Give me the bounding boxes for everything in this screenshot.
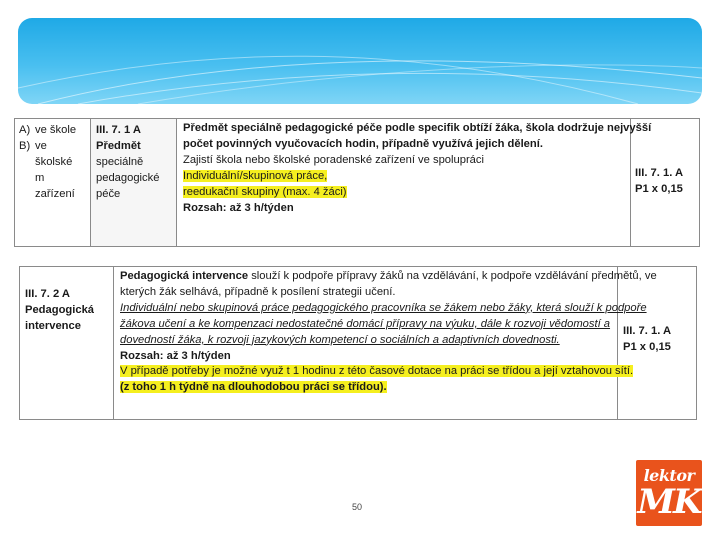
measure-code-cell: III. 7. 2 A Pedagogická intervence <box>20 267 114 419</box>
highlight-text: (z toho 1 h týdně na dlouhodobou práci se třídou). <box>120 381 387 394</box>
highlight-text: reedukační skupiny (max. 4 žáci) <box>183 185 347 198</box>
normative-cell: III. 7. 1. A P1 x 0,15 <box>623 325 672 353</box>
lektor-mk-logo: lektor MK <box>636 460 702 526</box>
page-number: 50 <box>352 502 363 512</box>
measure-code-cell: III. 7. 1 A Předmět speciálně pedagogické péče <box>91 119 177 246</box>
description-heading: Předmět speciálně pedagogické péče podle specifik obtíží žáka, škola dodržuje nejvyšší <box>183 122 652 134</box>
support-table-1 <box>14 118 700 247</box>
header-banner <box>18 18 702 104</box>
scope-text: Rozsah: až 3 h/týden <box>120 349 231 362</box>
description-cell: Předmět speciálně pedagogické péče podle specifik obtíží žáka, škola dodržuje nejvyšší počet povinných vyučovacích hodin, případně využívá jejich dělení. Zajistí škola nebo školské poradenské zařízení ve spolupráci Individuální/skupinová práce, reedukační skupiny (max. 4 žáci) Rozsah: až 3 h/týden <box>177 119 631 246</box>
highlight-text: V případě potřeby je možné využ t 1 hodinu z této časové dotace na práci se třídou a její vztahovou sítí. <box>120 365 634 378</box>
location-cell: A) ve škole B) ve školské m zařízení <box>15 119 91 246</box>
description-cell: Pedagogická intervence slouží k podpoře přípravy žáků na vzdělávání, k podpoře vzdělávání předmětů, ve kterých žák selhává, případně k posílení strategii učení. Individuální nebo skupinová práce pedagogického pracovníka se žákem nebo žáky, která slouží k podpoře žákova učení a ke kompenzaci nedostatečné domácí přípravy na výuku, dále k rozvoji vědomostí a dovedností žáka, k rozvoji jazykových kompetencí o sociálních a adaptivních dovednosti. Rozsah: až 3 h/týden V případě potřeby je možné využ t 1 hodinu z této časové dotace na práci se třídou a její vztahovou sítí. (z toho 1 h týdně na dlouhodobou práci se třídou). <box>114 267 618 419</box>
highlight-text: Individuální/skupinová práce, <box>183 169 328 182</box>
normative-cell: III. 7. 1. A P1 x 0,15 <box>635 167 684 195</box>
support-table-2 <box>19 266 697 420</box>
scope-text: Rozsah: až 3 h/týden <box>183 201 294 214</box>
